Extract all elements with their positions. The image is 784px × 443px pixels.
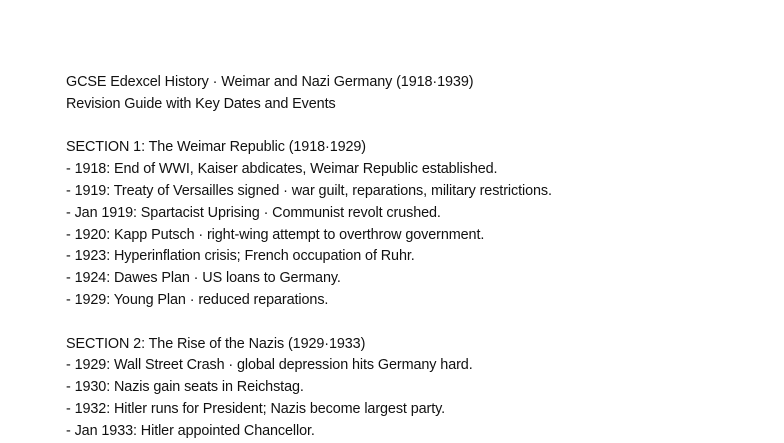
list-item: - Jan 1933: Hitler appointed Chancellor. <box>66 422 315 439</box>
document-body <box>66 72 766 443</box>
list-item: - 1929: Young Plan · reduced reparations. <box>66 291 329 308</box>
section-2 <box>66 334 766 443</box>
document-title: GCSE Edexcel History · Weimar and Nazi Germany (1918·1939) <box>66 74 474 90</box>
list-item: - 1932: Hitler runs for President; Nazis become largest party. <box>66 400 446 417</box>
section-1 <box>66 137 766 311</box>
list-item: - 1920: Kapp Putsch · right-wing attempt to overthrow government. <box>66 226 485 243</box>
list-item: - 1930: Nazis gain seats in Reichstag. <box>66 379 304 396</box>
list-item: - 1929: Wall Street Crash · global depression hits Germany hard. <box>66 357 473 374</box>
section-heading: SECTION 1: The Weimar Republic (1918·1929) <box>66 139 366 156</box>
list-item: - 1919: Treaty of Versailles signed · war guilt, reparations, military restrictions. <box>66 182 552 199</box>
spacer <box>66 116 766 138</box>
spacer <box>66 312 766 334</box>
list-item: - Jan 1919: Spartacist Uprising · Communist revolt crushed. <box>66 204 441 221</box>
list-item: - 1923: Hyperinflation crisis; French occupation of Ruhr. <box>66 248 415 265</box>
section-heading: SECTION 2: The Rise of the Nazis (1929·1933) <box>66 335 366 352</box>
list-item: - 1918: End of WWI, Kaiser abdicates, Weimar Republic established. <box>66 161 498 178</box>
list-item: - 1924: Dawes Plan · US loans to Germany. <box>66 270 341 287</box>
document-subtitle: Revision Guide with Key Dates and Events <box>66 95 336 112</box>
